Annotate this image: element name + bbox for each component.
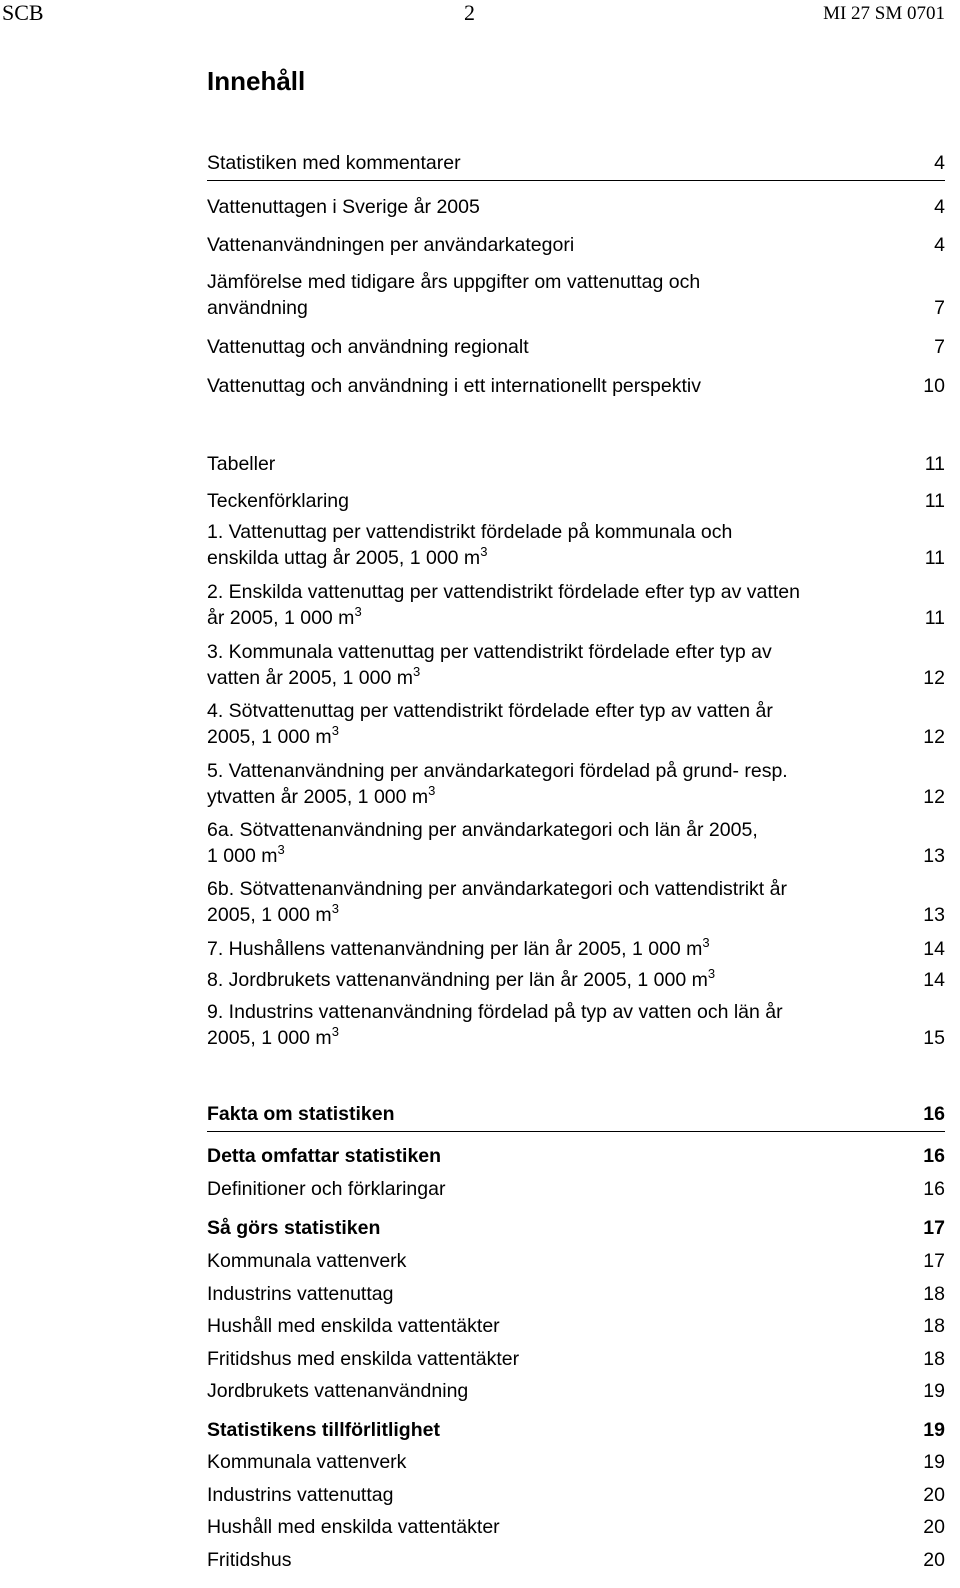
toc-entry-page: 10	[923, 375, 945, 397]
toc-entry-text: Fritidshus med enskilda vattentäkter	[207, 1348, 520, 1370]
toc-entry-page: 19	[923, 1380, 945, 1402]
toc-entry-page: 7	[934, 336, 945, 358]
toc-table-entry[interactable]	[207, 876, 945, 928]
toc-table-entry[interactable]	[207, 758, 945, 810]
toc-table-entry[interactable]	[207, 639, 945, 691]
toc-entry-page: 18	[923, 1283, 945, 1305]
toc-entry-page: 12	[923, 786, 945, 808]
toc-entry-text-line2: år 2005, 1 000 $m^3$	[207, 604, 362, 629]
toc-entry-page: 18	[923, 1348, 945, 1370]
toc-entry-page: 13	[923, 904, 945, 926]
toc-entry-page: 15	[923, 1027, 945, 1049]
superscript: 3	[331, 1024, 339, 1039]
toc-entry-text: Tabeller	[207, 453, 276, 475]
toc-entry-text: 7. Hushållens vattenanvändning per län år 2005, 1 000 $m^3$	[207, 935, 710, 960]
toc-table-entry[interactable]	[207, 817, 945, 869]
toc-entry[interactable]	[207, 269, 945, 321]
page-number: 2	[464, 0, 475, 25]
toc-entry-text-line2: 2005, 1 000 $m^3$	[207, 901, 339, 926]
toc-entry-page: 12	[923, 667, 945, 689]
toc-entry-page: 17	[923, 1250, 945, 1272]
toc-entry-page: 11	[924, 490, 945, 512]
toc-entry-page: 14	[923, 969, 945, 991]
toc-entry-text: 4. Sötvattenuttag per vattendistrikt fördelade efter typ av vatten år	[207, 700, 773, 722]
toc-entry-page: 11	[924, 607, 945, 629]
toc-entry-text: 3. Kommunala vattenuttag per vattendistrikt fördelade efter typ av	[207, 641, 772, 663]
toc-entry-text: 9. Industrins vattenanvändning fördelad på typ av vatten och län år	[207, 1001, 783, 1023]
toc-entry-text: Fritidshus	[207, 1549, 292, 1571]
toc-entry-text: 8. Jordbrukets vattenanvändning per län år 2005, 1 000 $m^3$	[207, 966, 716, 991]
toc-entry-text: Jämförelse med tidigare års uppgifter om vattenuttag och	[207, 271, 701, 293]
superscript: 3	[707, 966, 716, 981]
toc-table-entry[interactable]	[207, 698, 945, 750]
toc-entry-text: Statistiken med kommentarer	[207, 152, 461, 174]
page-header	[0, 0, 960, 30]
toc-entry-text: Industrins vattenuttag	[207, 1283, 394, 1305]
page-title: Innehåll	[207, 66, 306, 96]
toc-entry-text: 5. Vattenanvändning per användarkategori fördelad på grund- resp.	[207, 760, 788, 782]
section-rule	[207, 1131, 945, 1132]
superscript: 3	[702, 935, 710, 950]
toc-table-entry[interactable]	[207, 519, 945, 571]
toc-entry-text: Hushåll med enskilda vattentäkter	[207, 1516, 500, 1538]
toc-entry-page: 19	[923, 1451, 945, 1473]
superscript: 3	[331, 901, 339, 916]
toc-entry-text: 6a. Sötvattenanvändning per användarkategori och län år 2005,	[207, 819, 758, 841]
toc-entry-page: 7	[934, 297, 945, 319]
toc-entry-page: 20	[923, 1549, 945, 1571]
toc-entry-text: Vattenuttag och användning i ett internationellt perspektiv	[207, 375, 701, 397]
toc-entry-page: 18	[923, 1315, 945, 1337]
toc-entry-text: Definitioner och förklaringar	[207, 1178, 446, 1200]
toc-entry-page: 11	[924, 547, 945, 569]
header-org: SCB	[2, 0, 44, 25]
toc-entry-text: Vattenanvändningen per användarkategori	[207, 234, 575, 256]
toc-entry-text: Kommunala vattenverk	[207, 1250, 407, 1272]
toc-entry-text: Hushåll med enskilda vattentäkter	[207, 1315, 500, 1337]
superscript: 3	[331, 723, 339, 738]
toc-entry-text-line2: 2005, 1 000 $m^3$	[207, 723, 339, 748]
toc-entry-text: Kommunala vattenverk	[207, 1451, 407, 1473]
toc-table-entry[interactable]	[207, 579, 945, 631]
toc-entry-page: 11	[924, 453, 945, 475]
toc-entry-page: 16	[923, 1145, 945, 1167]
toc-entry-text-line2: 2005, 1 000 $m^3$	[207, 1024, 339, 1049]
toc-entry-text-line2: enskilda uttag år 2005, 1 000 $m^3$	[207, 544, 488, 569]
toc-entry-text-line2: 1 000 $m^3$	[207, 842, 285, 867]
toc-entry-text: Vattenuttagen i Sverige år 2005	[207, 196, 480, 218]
toc-entry-page: 20	[923, 1516, 945, 1538]
section-rule	[207, 180, 945, 181]
toc-entry-page: 4	[934, 196, 945, 218]
toc-table-entry[interactable]	[207, 999, 945, 1051]
report-code: MI 27 SM 0701	[823, 3, 945, 24]
superscript: 3	[277, 842, 285, 857]
toc-entry-text: Statistikens tillförlitlighet	[207, 1419, 440, 1441]
toc-entry-text: Vattenuttag och användning regionalt	[207, 336, 529, 358]
toc-entry-text-line2: användning	[207, 297, 308, 319]
toc-entry-page: 20	[923, 1484, 945, 1506]
toc-entry-page: 4	[934, 152, 945, 174]
toc-entry-text: Detta omfattar statistiken	[207, 1145, 442, 1167]
superscript: 3	[428, 783, 436, 798]
toc-entry-text: Teckenförklaring	[207, 490, 349, 512]
toc-entry-page: 13	[923, 845, 945, 867]
toc-entry-page: 16	[923, 1178, 945, 1200]
toc-entry-page: 19	[923, 1419, 945, 1441]
toc-entry-text-line2: vatten år 2005, 1 000 $m^3$	[207, 664, 421, 689]
toc-entry-page: 16	[923, 1103, 945, 1125]
toc-entry-text: Så görs statistiken	[207, 1217, 381, 1239]
toc-entry-page: 14	[923, 938, 945, 960]
toc-entry-page: 12	[923, 726, 945, 748]
toc-entry-text: 2. Enskilda vattenuttag per vattendistrikt fördelade efter typ av vatten	[207, 581, 800, 603]
toc-entry-text: Jordbrukets vattenanvändning	[207, 1380, 469, 1402]
superscript: 3	[354, 604, 362, 619]
toc-entry-page: 4	[934, 234, 945, 256]
toc-entry-text: Fakta om statistiken	[207, 1103, 395, 1125]
superscript: 3	[412, 664, 421, 679]
superscript: 3	[480, 544, 488, 559]
toc-entry-page: 17	[923, 1217, 945, 1239]
toc-entry-text: 1. Vattenuttag per vattendistrikt fördelade på kommunala och	[207, 521, 733, 543]
toc-entry-text: Industrins vattenuttag	[207, 1484, 394, 1506]
toc-entry-text-line2: ytvatten år 2005, 1 000 $m^3$	[207, 783, 436, 808]
toc-entry-text: 6b. Sötvattenanvändning per användarkategori och vattendistrikt år	[207, 878, 787, 900]
